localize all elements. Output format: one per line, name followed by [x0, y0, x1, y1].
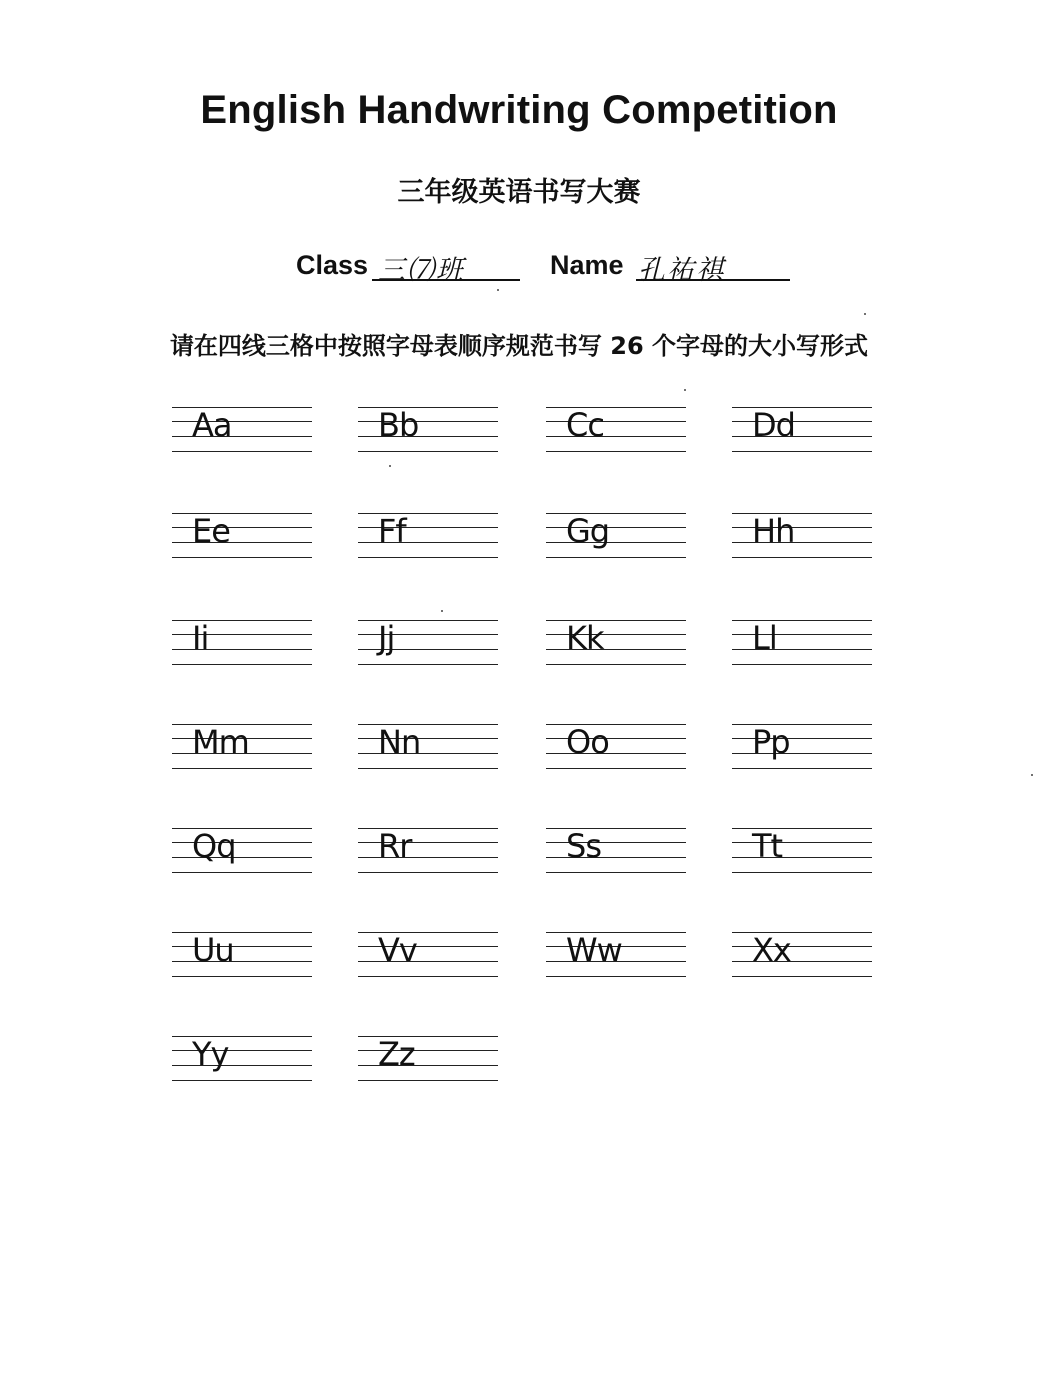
- handwritten-letters: Ss: [566, 827, 601, 865]
- stray-mark: [497, 289, 499, 291]
- handwritten-letters: Aa: [192, 406, 232, 444]
- instruction-text: 请在四线三格中按照字母表顺序规范书写 26 个字母的大小写形式: [169, 332, 869, 360]
- handwritten-letters: Ff: [378, 512, 406, 550]
- letter-cell-tt: [732, 826, 872, 876]
- letter-cell-ll: [732, 618, 872, 668]
- handwritten-letters: Vv: [378, 931, 417, 969]
- letter-cell-ff: [358, 511, 498, 561]
- guide-line: [358, 557, 498, 558]
- handwritten-letters: Nn: [378, 723, 421, 761]
- guide-line: [546, 664, 686, 665]
- guide-line: [358, 664, 498, 665]
- guide-line: [358, 976, 498, 977]
- letter-cell-qq: [172, 826, 312, 876]
- guide-line: [172, 451, 312, 452]
- stray-mark: [441, 610, 443, 612]
- guide-line: [546, 557, 686, 558]
- class-label: Class: [296, 250, 369, 280]
- name-value: 孔祐祺: [638, 255, 725, 286]
- letter-cell-pp: [732, 722, 872, 772]
- letter-cell-uu: [172, 930, 312, 980]
- handwritten-letters: Jj: [378, 619, 395, 657]
- guide-line: [358, 451, 498, 452]
- guide-line: [546, 451, 686, 452]
- guide-line: [172, 976, 312, 977]
- guide-line: [172, 768, 312, 769]
- handwritten-letters: Rr: [378, 827, 412, 865]
- letter-cell-kk: [546, 618, 686, 668]
- guide-line: [546, 976, 686, 977]
- handwritten-letters: Hh: [752, 512, 795, 550]
- letter-cell-xx: [732, 930, 872, 980]
- guide-line: [172, 557, 312, 558]
- letter-cell-mm: [172, 722, 312, 772]
- letter-cell-hh: [732, 511, 872, 561]
- letter-cell-zz: [358, 1034, 498, 1084]
- handwritten-letters: Mm: [192, 723, 249, 761]
- handwritten-letters: Zz: [378, 1035, 415, 1073]
- guide-line: [546, 768, 686, 769]
- stray-mark: [864, 313, 866, 315]
- page-title: English Handwriting Competition: [200, 88, 838, 132]
- letter-cell-vv: [358, 930, 498, 980]
- guide-line: [358, 768, 498, 769]
- handwritten-letters: Pp: [752, 723, 790, 761]
- handwritten-letters: Cc: [566, 406, 604, 444]
- handwritten-letters: Kk: [566, 619, 604, 657]
- handwritten-letters: Uu: [192, 931, 234, 969]
- letter-cell-cc: [546, 405, 686, 455]
- handwritten-letters: Ll: [752, 619, 777, 657]
- letter-cell-gg: [546, 511, 686, 561]
- letter-cell-nn: [358, 722, 498, 772]
- handwritten-letters: Ii: [192, 619, 209, 657]
- letter-cell-dd: [732, 405, 872, 455]
- guide-line: [732, 451, 872, 452]
- letter-cell-yy: [172, 1034, 312, 1084]
- handwritten-letters: Qq: [192, 827, 236, 865]
- handwritten-letters: Dd: [752, 406, 795, 444]
- guide-line: [732, 664, 872, 665]
- stray-mark: [684, 389, 686, 391]
- handwritten-letters: Gg: [566, 512, 610, 550]
- guide-line: [172, 664, 312, 665]
- handwritten-letters: Oo: [566, 723, 609, 761]
- handwritten-letters: Xx: [752, 931, 791, 969]
- letter-cell-rr: [358, 826, 498, 876]
- letter-cell-bb: [358, 405, 498, 455]
- letter-cell-ww: [546, 930, 686, 980]
- letter-cell-aa: [172, 405, 312, 455]
- guide-line: [732, 872, 872, 873]
- page-subtitle: 三年级英语书写大赛: [397, 177, 641, 208]
- guide-line: [172, 872, 312, 873]
- guide-line: [732, 976, 872, 977]
- handwritten-letters: Ee: [192, 512, 230, 550]
- guide-line: [358, 872, 498, 873]
- letter-cell-ee: [172, 511, 312, 561]
- guide-line: [358, 1080, 498, 1081]
- handwritten-letters: Ww: [566, 931, 622, 969]
- stray-mark: [1031, 774, 1033, 776]
- handwritten-letters: Yy: [192, 1035, 229, 1073]
- guide-line: [546, 872, 686, 873]
- name-label: Name: [550, 250, 624, 280]
- guide-line: [172, 1080, 312, 1081]
- class-value: 三⑺班: [378, 255, 465, 286]
- stray-mark: [389, 465, 391, 467]
- letter-cell-oo: [546, 722, 686, 772]
- letter-cell-jj: [358, 618, 498, 668]
- handwritten-letters: Tt: [752, 827, 783, 865]
- guide-line: [732, 768, 872, 769]
- guide-line: [732, 557, 872, 558]
- letter-cell-ss: [546, 826, 686, 876]
- handwritten-letters: Bb: [378, 406, 419, 444]
- letter-cell-ii: [172, 618, 312, 668]
